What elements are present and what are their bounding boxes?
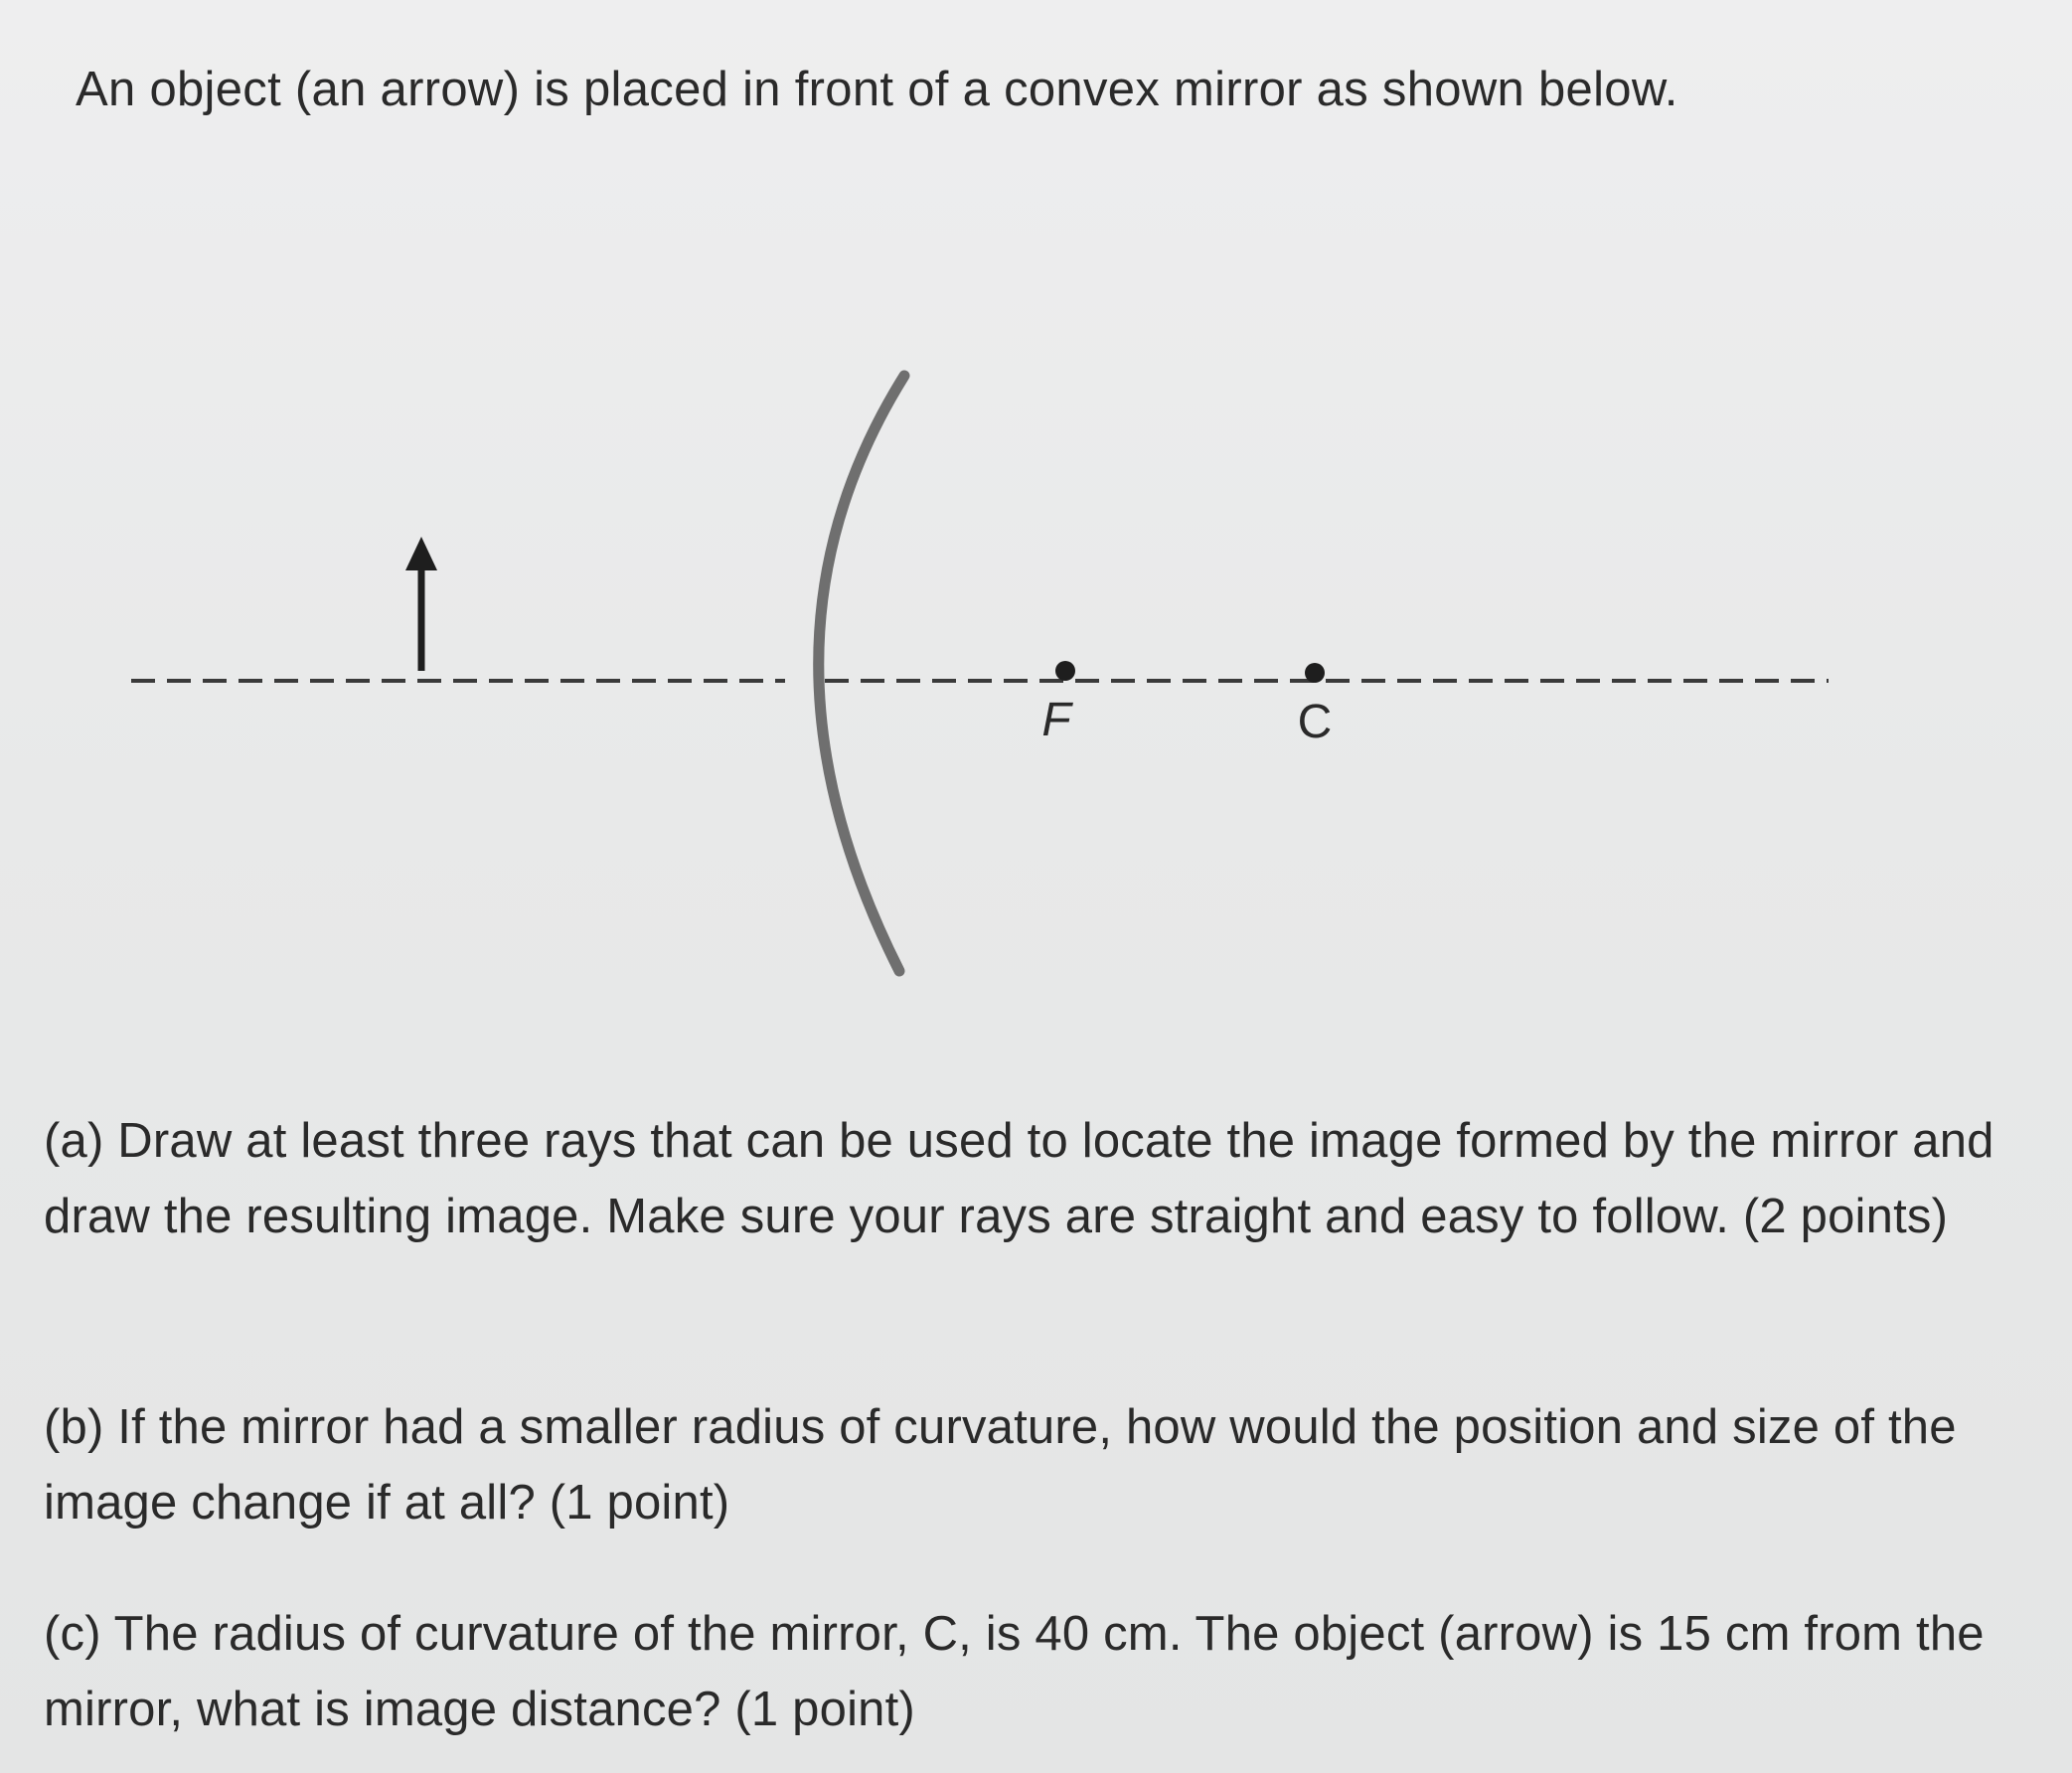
question-b: (b) If the mirror had a smaller radius of curvature, how would the position and size of the image change if at all? (1 point)	[44, 1400, 1957, 1530]
focal-point-label: F	[1041, 694, 1071, 746]
problem-intro: An object (an arrow) is placed in front of a convex mirror as shown below.	[76, 63, 1678, 116]
focal-point-dot	[1055, 661, 1075, 681]
center-of-curvature-dot	[1305, 663, 1325, 683]
center-of-curvature-label: C	[1297, 696, 1333, 748]
question-c: (c) The radius of curvature of the mirror, C, is 40 cm. The object (arrow) is 15 cm from the mirror, what is image distance? (1 point)	[44, 1607, 1985, 1736]
convex-mirror	[819, 376, 904, 971]
object-arrow-head	[405, 537, 437, 570]
question-a: (a) Draw at least three rays that can be used to locate the image formed by the mirror and draw the resulting image. Make sure your rays are straight and easy to follow. (2 points)	[44, 1114, 1994, 1243]
